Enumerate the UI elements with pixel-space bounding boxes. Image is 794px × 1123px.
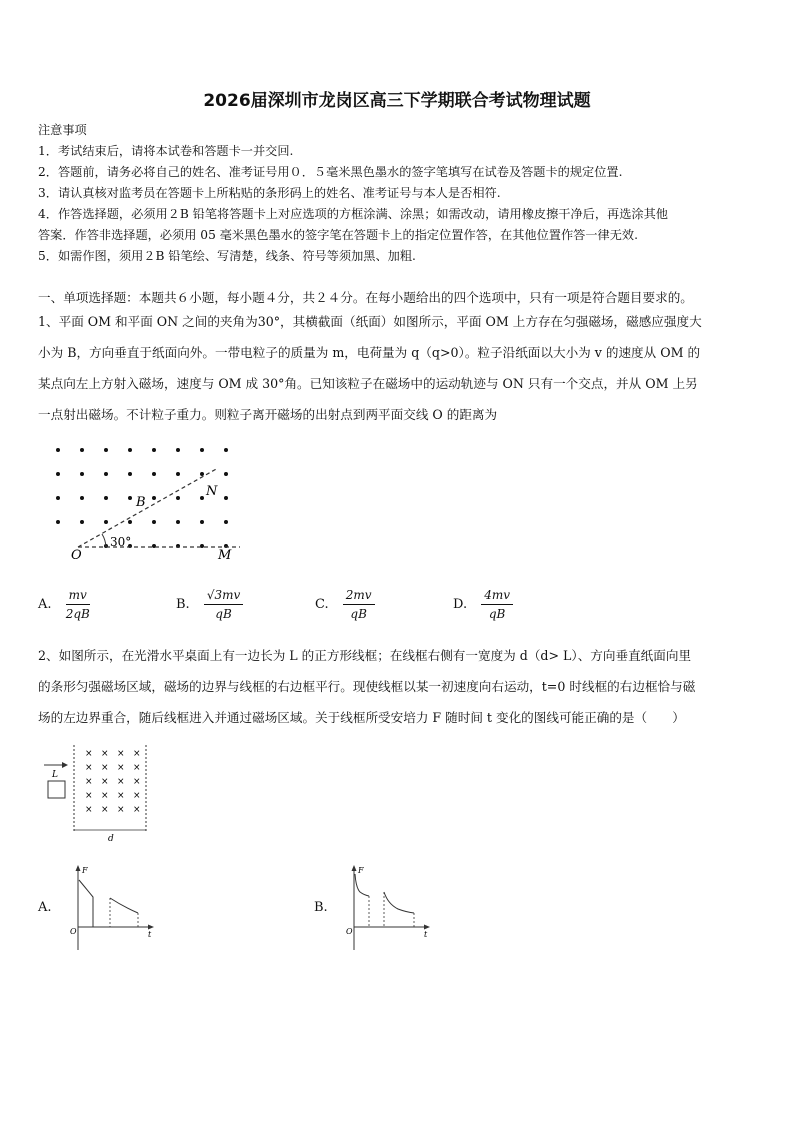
field-dot <box>224 520 228 524</box>
question-line: 场的左边界重合，随后线框进入并通过磁场区域。关于线框所受安培力 F 随时间 t 变化的图线可能正确的是（ ） <box>38 710 685 725</box>
arrow-head <box>62 762 68 768</box>
notice-item: 1．考试结束后，请将本试卷和答题卡一并交回. <box>38 144 294 158</box>
field-dot <box>128 496 132 500</box>
field-cross: × <box>85 763 93 773</box>
label-n: N <box>206 484 218 499</box>
fraction-denominator: 2qB <box>65 607 90 621</box>
field-dot <box>200 496 204 500</box>
option-a-label[interactable]: A. <box>38 900 52 915</box>
label-b: B <box>136 495 146 510</box>
fraction-numerator: √3mv <box>204 588 243 605</box>
force-curve-2 <box>384 892 414 913</box>
field-dot <box>80 520 84 524</box>
field-cross: × <box>117 749 125 759</box>
field-cross: × <box>133 805 141 815</box>
field-dot <box>56 496 60 500</box>
fraction-numerator: 4mv <box>481 588 513 605</box>
field-cross: × <box>101 763 109 773</box>
field-dot <box>104 496 108 500</box>
label-o: O <box>71 548 82 563</box>
option-letter: C. <box>315 597 329 612</box>
fraction-numerator: mv <box>66 588 90 605</box>
question-1 <box>38 306 760 430</box>
fraction-denominator: qB <box>215 607 232 621</box>
field-dot <box>224 472 228 476</box>
option-letter: D. <box>453 597 468 612</box>
label-t: t <box>148 930 152 939</box>
angle-label: 30° <box>110 535 132 549</box>
field-cross: × <box>117 791 125 801</box>
option-b-graph[interactable] <box>342 862 438 956</box>
notice-item: 5．如需作图，须用２B 铅笔绘、写清楚，线条、符号等须加黑、加粗. <box>38 249 416 263</box>
field-cross: × <box>101 805 109 815</box>
field-dot <box>104 448 108 452</box>
label-t: t <box>424 930 428 939</box>
label-d: d <box>108 834 114 844</box>
option-d[interactable] <box>453 588 513 621</box>
q1-figure <box>48 440 248 565</box>
field-dot <box>104 520 108 524</box>
field-dot <box>176 448 180 452</box>
option-fraction <box>481 588 513 621</box>
field-dot <box>224 448 228 452</box>
notice-item: 4．作答选择题，必须用２B 铅笔将答题卡上对应选项的方框涂满、涂黑；如需改动，请用橡皮擦干净后，再选涂其他 <box>38 207 668 221</box>
field-dot <box>128 520 132 524</box>
label-f: F <box>82 866 88 875</box>
field-dot <box>152 520 156 524</box>
field-cross: × <box>85 805 93 815</box>
field-cross: × <box>117 777 125 787</box>
field-cross: × <box>133 749 141 759</box>
page-title: 2026届深圳市龙岗区高三下学期联合考试物理试题 <box>203 91 591 111</box>
option-fraction <box>343 588 375 621</box>
t-axis-arrow <box>148 925 154 930</box>
t-axis-arrow <box>424 925 430 930</box>
field-dot <box>56 448 60 452</box>
field-dot <box>224 496 228 500</box>
option-letter: A. <box>38 597 52 612</box>
field-dot <box>176 472 180 476</box>
option-letter: B. <box>176 597 190 612</box>
field-cross: × <box>101 777 109 787</box>
field-dot <box>176 520 180 524</box>
notice-item: 答案．作答非选择题，必须用 05 毫米黑色墨水的签字笔在答题卡上的指定位置作答，在其他位置作答一律无效. <box>38 228 638 242</box>
question-line: 小为 B，方向垂直于纸面向外。一带电粒子的质量为 m，电荷量为 q（q>0）。粒子沿纸面以大小为 v 的速度从 OM 的 <box>38 345 701 360</box>
field-cross: × <box>133 791 141 801</box>
field-cross: × <box>85 777 93 787</box>
notice-item: 3．请认真核对监考员在答题卡上所粘贴的条形码上的姓名、准考证号与本人是否相符. <box>38 186 501 200</box>
question-line: 1、平面 OM 和平面 ON 之间的夹角为30°，其横截面（纸面）如图所示，平面 OM 上方存在匀强磁场，磁感应强度大 <box>38 314 702 329</box>
option-c[interactable] <box>315 588 375 621</box>
f-axis-arrow <box>76 865 81 871</box>
force-curve-1 <box>79 880 93 927</box>
field-dot <box>56 520 60 524</box>
field-cross: × <box>85 749 93 759</box>
field-dot <box>80 448 84 452</box>
section-heading: 一、单项选择题：本题共６小题，每小题４分，共２４分。在每小题给出的四个选项中，只有一项是符合题目要求的。 <box>38 290 693 305</box>
label-m: M <box>218 548 232 563</box>
option-a-graph[interactable] <box>66 862 162 956</box>
angle-arc <box>102 534 106 547</box>
field-dot <box>176 496 180 500</box>
field-cross: × <box>85 791 93 801</box>
field-cross: × <box>133 763 141 773</box>
plane-on-line <box>78 468 218 547</box>
question-line: 2、如图所示，在光滑水平桌面上有一边长为 L 的正方形线框；在线框右侧有一宽度为 d（d> L）、方向垂直纸面向里 <box>38 648 692 663</box>
fraction-denominator: qB <box>488 607 506 621</box>
question-2 <box>38 640 760 733</box>
option-fraction <box>66 588 90 621</box>
notice-heading: 注意事项 <box>38 123 87 137</box>
option-a[interactable] <box>38 588 90 621</box>
option-b[interactable] <box>176 588 243 621</box>
option-fraction <box>204 588 243 621</box>
force-curve-2 <box>110 898 138 913</box>
option-b-label[interactable]: B. <box>314 900 328 915</box>
q2-figure <box>40 745 160 845</box>
label-f: F <box>358 866 364 875</box>
field-cross: × <box>117 805 125 815</box>
fraction-denominator: qB <box>350 607 367 621</box>
f-axis-arrow <box>352 865 357 871</box>
field-dot <box>200 520 204 524</box>
label-o: O <box>70 927 77 936</box>
force-curve-1 <box>355 874 369 896</box>
field-dot <box>80 472 84 476</box>
field-dot <box>128 448 132 452</box>
field-dot <box>128 472 132 476</box>
question-line: 某点向左上方射入磁场，速度与 OM 成 30°角。已知该粒子在磁场中的运动轨迹与 ON 只有一个交点，并从 OM 上另 <box>38 376 698 391</box>
notice-item: 2．答题前，请务必将自己的姓名、准考证号用０．５毫米黑色墨水的签字笔填写在试卷及答题卡的规定位置. <box>38 165 623 179</box>
field-dot <box>152 472 156 476</box>
field-cross: × <box>117 763 125 773</box>
question-line: 的条形匀强磁场区域，磁场的边界与线框的右边框平行。现使线框以某一初速度向右运动，t=0 时线框的右边框恰与磁 <box>38 679 696 694</box>
field-crosses <box>85 749 141 815</box>
square-loop <box>48 781 65 798</box>
field-dot <box>104 472 108 476</box>
label-l: L <box>52 770 58 780</box>
field-cross: × <box>101 791 109 801</box>
question-line: 一点射出磁场。不计粒子重力。则粒子离开磁场的出射点到两平面交线 O 的距离为 <box>38 407 498 422</box>
fraction-numerator: 2mv <box>343 588 375 605</box>
field-dot <box>152 496 156 500</box>
field-dot <box>80 496 84 500</box>
field-dot <box>200 472 204 476</box>
field-cross: × <box>101 749 109 759</box>
field-dot <box>152 448 156 452</box>
field-dot <box>200 448 204 452</box>
field-cross: × <box>133 777 141 787</box>
label-o: O <box>346 927 353 936</box>
field-dot <box>56 472 60 476</box>
